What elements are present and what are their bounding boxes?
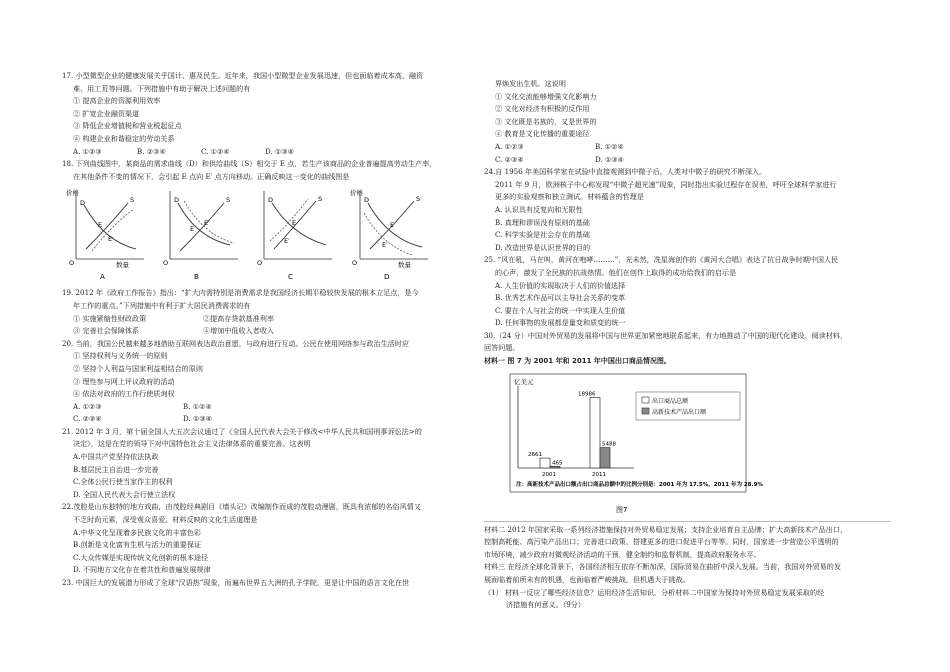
q23-item-3: ③ 文化既是名族的，又是世界的 — [495, 116, 597, 126]
q17-stem-1: 17. 小型微型企业的健康发展关乎国计、惠及民生。近年来，我国小型微型企业发展迅速，但也面临着成本高、融资 — [62, 71, 424, 80]
right-column — [484, 78, 890, 612]
q20-options-row-1 — [62, 401, 467, 414]
supply-curve — [180, 203, 224, 251]
q17-item-3: ③ 降低企业增值税和营业税起征点 — [73, 121, 182, 131]
question-17 — [62, 70, 467, 158]
q22-option-a: A.中华文化呈现着多民族文化的丰富色彩 — [73, 527, 201, 537]
q18-stem-1: 18. 下列曲线图中，某商品的需求曲线（D）和供给曲线（S）相交于 E 点，若生产该商品的企业普遍提高劳动生产率， — [62, 159, 437, 169]
question-18 — [62, 158, 467, 281]
q18-graph-a — [66, 185, 148, 281]
q25-option-d: D. 任何事物的发展都是量变和质变的统一 — [495, 318, 626, 328]
q24-stem-2: 2011 年 9 月，欧洲核子中心称发现“中微子超光速”现象，同时指出实验过程存在误差，呼吁全球科学家进行 — [495, 179, 837, 189]
q25-stem-1: 25. “风在吼，马在叫，黄河在咆哮………”，光未然，冼星海创作的《黄河大合唱》表达了抗日战争时期中国人民 — [484, 255, 839, 265]
demand-label: D — [364, 196, 370, 205]
shifted-curve — [92, 209, 134, 251]
data-label-2011-series-2: 5488 — [602, 441, 616, 448]
q18-graph-d — [348, 185, 432, 281]
y-axis-label: 价格 — [350, 189, 363, 198]
q20-item-3: ③ 理性参与网上评议政府的活动 — [73, 376, 175, 386]
figure-caption: 图7 — [616, 505, 628, 514]
q23-item-1: ① 文化交流能够增强文化影响力 — [495, 91, 597, 101]
demand-label: D — [268, 196, 274, 205]
q23-option-d: D. ①③④ — [595, 154, 625, 164]
bar-2011-series-1 — [590, 397, 600, 468]
q20-option-b: B. ①②④ — [183, 401, 212, 411]
q19-item-4: ④增加中低收入者收入 — [203, 326, 274, 336]
origin-label: O — [163, 259, 169, 268]
q17-option-b: B. ②③④ — [137, 146, 166, 156]
left-column — [62, 70, 467, 590]
q18-graphs — [62, 185, 467, 281]
q17-stem-2: 难、用工荒等问题。下列措施中有助于解决上述问题的有 — [73, 83, 251, 93]
origin-label: O — [352, 259, 358, 268]
question-1-line-2: 济措施有何意义。（9分） — [506, 600, 585, 610]
material-3-line-2: 展面临着前所未有的机遇，也面临着严峻挑战，但机遇大于挑战。 — [484, 575, 690, 585]
q18-graph-b — [160, 185, 242, 281]
q17-options — [62, 146, 467, 159]
q17-item-4: ④ 构建企业和谐稳定的劳动关系 — [73, 133, 175, 143]
question-25 — [484, 254, 890, 330]
chart-note: 注：高新技术产品出口额占出口商品总额中的比例分别是：2001 年为 17.5%，2011 年为 28.9% — [516, 481, 763, 488]
data-label-2001-series-1: 2661 — [528, 451, 542, 458]
graph-d-label: D — [384, 272, 390, 282]
q18-stem-2: 在其他条件不变的情况下，会引起 E 点向 E′ 点方向移动。正确反映这一变化的曲线图是 — [73, 171, 350, 181]
chart-marks — [528, 391, 616, 478]
question-23 — [62, 577, 467, 590]
q23-options-row-1 — [484, 141, 890, 154]
q21-stem-2: 决定》，这是在党的领导下对中国特色社会主义法律体系的重要完善。这表明 — [73, 439, 311, 449]
material-1-title: 材料一 图 7 为 2001 年和 2011 年中国出口商品情况图。 — [484, 357, 671, 366]
q30-stem-2: 回答问题。 — [484, 343, 520, 353]
chart-ylabel: 亿美元 — [514, 377, 534, 386]
origin-label: O — [257, 259, 263, 268]
point-e-label: E — [190, 225, 195, 234]
supply-curve — [86, 203, 128, 249]
q17-item-1: ① 提高企业的资源利用效率 — [73, 96, 161, 106]
q30-stem-1: 30.（24 分）中国对外贸易的发展将中国与世界更加紧密地联系起来，有力地推动了中国的现代化建设。阅读材料， — [484, 330, 848, 340]
q23-item-2: ② 文化对经济有积极的反作用 — [495, 104, 590, 114]
legend-label-hitech: 高新技术产品出口额 — [652, 408, 707, 416]
q20-option-c: C. ②③④ — [73, 414, 102, 424]
material-2-line-2: 控制高耗能、高污染产品出口；完善进口政策，搭建更多的进口促进平台等等。同时，国家进一步营造公平透明的 — [484, 537, 839, 547]
q23-item-4: ④ 教育是文化传播的重要途径 — [495, 129, 590, 139]
q25-option-c: C. 要在个人与社会的统一中实现人生价值 — [495, 305, 626, 315]
point-e2-label: E′ — [284, 237, 290, 246]
q17-option-d: D. ①③④ — [265, 146, 295, 156]
bar-2011-series-2 — [600, 447, 610, 467]
q23-stem-2: 界焕发出生机。这说明 — [495, 79, 566, 88]
question-23-continued — [484, 78, 890, 166]
figure-divider — [484, 521, 890, 522]
q19-stem-2: 年工作的重点。”下列措施中有利于扩大居民消费需求的有 — [73, 300, 251, 310]
point-e-label: E — [390, 221, 395, 230]
figure-7 — [484, 372, 890, 522]
q25-option-a: A. 人生价值的实现取决于人们的价值选择 — [495, 280, 626, 290]
material-3-line-1: 材料三 在经济全球化背景下，各国经济相互依存不断加深，国际贸易在曲折中深入发展。当前，我国对外贸易的发 — [484, 562, 841, 572]
q19-items-row-2 — [62, 325, 467, 338]
x-tick-label-2011: 2011 — [592, 471, 606, 478]
q24-option-b: B. 真理和谬误没有原则的基础 — [495, 217, 590, 227]
q21-option-c: C.全体公民行使当家作主的权利 — [73, 477, 173, 487]
supply-label: S — [318, 195, 323, 204]
q23-option-c: C. ②③④ — [495, 154, 524, 164]
q20-option-a: A. ①②③ — [73, 401, 102, 411]
q21-option-a: A.中国共产党坚持依法执政 — [73, 452, 159, 462]
demand-label: D — [174, 196, 180, 205]
question-22 — [62, 501, 467, 577]
legend-swatch-total — [642, 397, 649, 403]
q23-option-a: A. ①②③ — [495, 141, 524, 151]
q21-option-b: B.基层民主自治进一步完善 — [73, 464, 159, 474]
data-label-2011-series-1: 18986 — [578, 391, 596, 398]
material-2-line-3: 市场环境，减少政府对微观经济活动的干预，健全制约和监督机制，提高政府服务水平。 — [484, 549, 761, 559]
q17-option-a: A. ①②③ — [73, 146, 102, 156]
q24-stem-1: 24.自 1956 年美国科学家在试验中直接观测到中微子后，人类对中微子的研究不断深入。 — [484, 167, 767, 177]
q25-stem-2: 的心声，激发了全民族的抗战热情。他们在创作上取得的成功给我们的启示是 — [495, 267, 737, 277]
y-axis-label: 价格 — [66, 189, 79, 198]
q23-stem-1: 23. 中国巨大的发展潜力形成了全球“汉语热”现象，而遍布世界五大洲的孔子学院，更是让中国的语言文化在世 — [62, 578, 410, 587]
material-2-line-1: 材料二 2012 年国家采取一系列经济措施保持对外贸易稳定发展；支持企业培育自主品牌；扩大高新技术产品出口， — [484, 524, 848, 534]
q23-option-b: B. ①②④ — [595, 141, 624, 151]
demand-curve — [368, 203, 422, 250]
q21-option-d: D. 全国人民代表大会行使立法权 — [73, 489, 176, 499]
point-e-label: E — [292, 219, 297, 228]
point-e-label: E — [98, 221, 103, 230]
q20-stem-1: 20. 当前，我国公民越来越多地借助互联网表达政治意愿，与政府进行互动。公民在使用网络参与政治生活时应 — [62, 338, 409, 348]
origin-label: O — [69, 259, 75, 268]
data-label-2001-series-2: 465 — [552, 459, 563, 466]
q21-stem-1: 21. 2012 年 3 月，第十届全国人大五次会议通过了《全国人民代表大会关于修改<中华人民共和国刑事诉讼法>的 — [62, 426, 422, 436]
graph-a-label: A — [100, 272, 105, 282]
graph-b-label: B — [194, 272, 199, 282]
demand-curve — [272, 203, 326, 245]
q24-stem-3: 更多的实验观察和独立测试。材料蕴含的哲理是 — [495, 192, 644, 202]
q19-item-2: ②提高存贷款基准利率 — [203, 313, 274, 323]
q24-option-c: C. 科学实验是社会存在的基础 — [495, 230, 590, 240]
question-30 — [484, 330, 890, 612]
q24-option-a: A. 认识具有反复向和无限性 — [495, 204, 583, 214]
question-19 — [62, 287, 467, 337]
point-e2-label: E′ — [204, 219, 210, 228]
q20-item-4: ④ 依法对政府的工作行使质询权 — [73, 389, 175, 399]
supply-label: S — [226, 196, 231, 205]
demand-label: D — [80, 199, 86, 208]
q18-graph-c — [254, 185, 336, 281]
x-axis-label: 数量 — [116, 261, 129, 270]
point-e2-label: E′ — [108, 235, 114, 244]
q22-stem-2: 不乏时尚元素，深受观众喜爱。材料反映的文化生活道理是 — [73, 515, 258, 525]
q25-option-b: B. 优秀艺术作品可以主导社会关系的变革 — [495, 293, 626, 303]
x-tick-label-2001: 2001 — [542, 471, 556, 478]
export-chart — [484, 372, 890, 518]
q19-item-3: ③ 完善社会保障体系 — [73, 326, 140, 336]
q20-item-2: ② 坚持个人利益与国家利益相结合的原则 — [73, 363, 203, 373]
bar-2001-series-2 — [550, 466, 560, 468]
q22-option-b: B.创新是文化富有生机与活力的重要保证 — [73, 540, 202, 550]
q19-item-1: ① 实施紧缩性财政政策 — [73, 313, 147, 323]
q24-option-d: D. 改造世界是认识世界的目的 — [495, 242, 591, 252]
q20-options-row-2 — [62, 413, 467, 426]
question-21 — [62, 426, 467, 502]
legend-label-total: 出口商品总额 — [652, 397, 689, 405]
q17-option-c: C. ①②④ — [201, 146, 230, 156]
question-20 — [62, 338, 467, 426]
q22-option-d: D. 不同地方文化存在着共性和普遍发展规律 — [73, 565, 211, 575]
bar-2001-series-1 — [540, 458, 550, 468]
q19-items-row-1 — [62, 313, 467, 326]
graph-c-label: C — [288, 272, 294, 282]
q22-stem-1: 22.茂腔是山东独特的地方戏曲，由茂腔经典剧目《墙头记》改编制作而成的茂腔动漫剧，既具有浓郁的名俗风情又 — [62, 502, 421, 512]
q20-item-1: ① 坚持权利与义务统一的原则 — [73, 351, 168, 361]
shifted-curve — [364, 213, 412, 255]
q20-option-d: D. ①③④ — [183, 414, 213, 424]
supply-label: S — [416, 195, 421, 204]
question-24 — [484, 166, 890, 254]
q19-stem-1: 19. 2012 年《政府工作报告》指出：“扩大内需特别是消费需求是我国经济长期平稳较快发展的根本立足点，是今 — [62, 288, 419, 298]
q17-item-2: ② 扩宽企业融资渠道 — [73, 108, 140, 118]
point-e2-label: E′ — [382, 241, 388, 250]
question-1-line-1: （1） 材料一反应了哪些经济信息？运用经济生活知识，分析材料二中国家为保持对外贸易稳定发展采取的经 — [484, 587, 825, 597]
q22-option-c: C.大众传媒是实现传统文化创新的根本途径 — [73, 552, 209, 562]
legend-swatch-hitech — [642, 408, 649, 414]
q23-options-row-2 — [484, 154, 890, 167]
supply-label: S — [130, 196, 135, 205]
x-axis-label: 数量 — [398, 261, 411, 270]
